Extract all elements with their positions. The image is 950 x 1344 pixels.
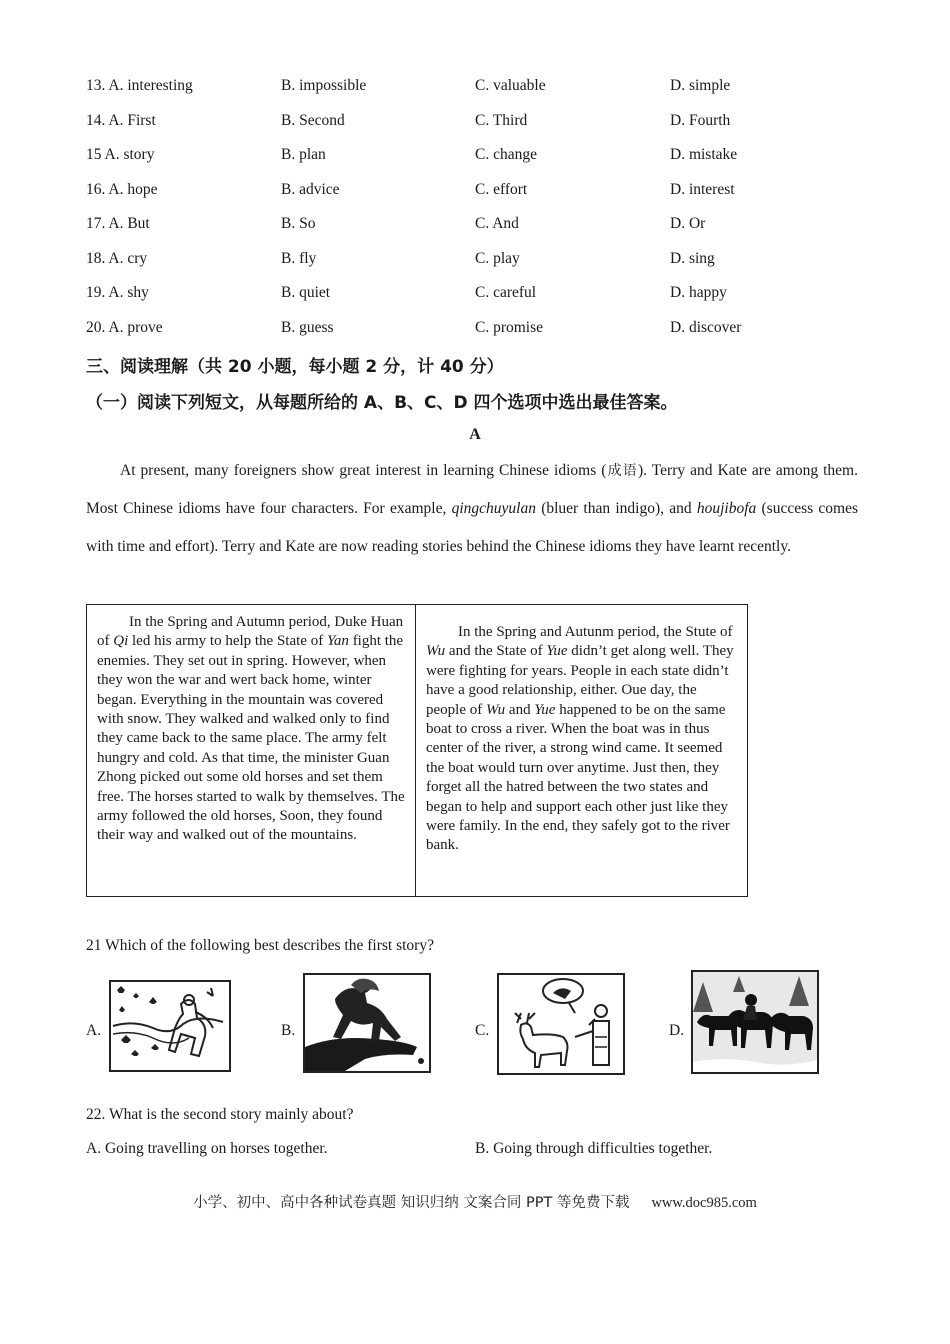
footer-url[interactable]: www.doc985.com bbox=[651, 1195, 757, 1211]
story-two-cell bbox=[416, 605, 747, 896]
option-row bbox=[86, 284, 866, 308]
story-name: Yue bbox=[534, 701, 556, 718]
story-name: Yan bbox=[326, 633, 349, 650]
subsection-title: （一）阅读下列短文，从每题所给的 A、B、C、D 四个选项中选出最佳答案。 bbox=[86, 393, 678, 413]
option-row bbox=[86, 319, 866, 343]
option-d: D. mistake bbox=[670, 146, 738, 163]
answer-option-b[interactable]: B. Going through difficulties together. bbox=[475, 1140, 713, 1157]
option-label: D. bbox=[669, 1022, 685, 1039]
footer bbox=[0, 1191, 950, 1212]
option-c: C. promise bbox=[475, 319, 544, 336]
option-row bbox=[86, 146, 866, 170]
option-d: D. Or bbox=[670, 215, 706, 232]
option-b: B. So bbox=[281, 215, 316, 232]
section-title: 三、阅读理解（共 20 小题，每小题 2 分，计 40 分） bbox=[86, 357, 504, 377]
option-d: D. discover bbox=[670, 319, 742, 336]
option-d: D. Fourth bbox=[670, 112, 731, 129]
footer-text: 小学、初中、高中各种试卷真题 知识归纳 文案合同 PPT 等免费下载 bbox=[193, 1195, 630, 1211]
story-name: Qi bbox=[113, 633, 129, 650]
option-c: C. change bbox=[475, 146, 537, 163]
picture-option-b[interactable] bbox=[281, 968, 441, 1078]
horse-rider-sketch-icon bbox=[109, 980, 231, 1072]
passage-letter: A bbox=[469, 426, 481, 443]
story-text: led his army to help the State of bbox=[128, 633, 327, 650]
story-name: Wu bbox=[485, 701, 506, 718]
story-text: happened to be on the same boat to cross a river. When the boat was in thus center of the river, a strong wind came. It seemed the boat would turn over anytime. Just then, they forget all the hatred between the two states and began to help and support each other just like they were family. In the end, they safely got to the river bank. bbox=[426, 701, 730, 854]
story-name: Yue bbox=[546, 643, 568, 660]
intro-text: (bluer than indigo), and bbox=[535, 500, 697, 518]
intro-chinese: 成语 bbox=[606, 463, 638, 479]
option-label: A. bbox=[86, 1022, 102, 1039]
option-b: B. guess bbox=[281, 319, 334, 336]
answer-option-a[interactable]: A. Going travelling on horses together. bbox=[86, 1140, 328, 1157]
option-c: C. valuable bbox=[475, 77, 546, 94]
option-b: B. quiet bbox=[281, 284, 331, 301]
option-a: 18. A. cry bbox=[86, 250, 148, 267]
option-b: B. advice bbox=[281, 181, 340, 198]
option-a: 17. A. But bbox=[86, 215, 150, 232]
option-a: 19. A. shy bbox=[86, 284, 149, 301]
intro-text: ). Terry and Kate are among them. Most Chinese idioms have four characters. For example, bbox=[86, 462, 858, 518]
option-a: 15 A. story bbox=[86, 146, 155, 163]
option-label: C. bbox=[475, 1022, 490, 1039]
story-text: and the State of bbox=[445, 643, 547, 660]
story-text: didn’t get along well. They were fighting for years. People in each state didn’t have a good relationship, either. Oue day, the people of bbox=[426, 643, 734, 718]
idiom-example: qingchuyulan bbox=[451, 500, 536, 518]
option-b: B. Second bbox=[281, 112, 345, 129]
option-b: B. fly bbox=[281, 250, 317, 267]
story-text: fight the enemies. They set out in spring. However, when they won the war and wert back home, winter began. Everything in the mountain was covered with snow. They walked and walked only to find they came back to the same place. The army felt hungry and cold. As that time, the minister Guan Zhong picked out some old horses and set them free. The horses started to walk by themselves. The army followed the old horses, Soon, they found their way and walked out of the mountains. bbox=[97, 633, 405, 844]
option-a: 20. A. prove bbox=[86, 319, 163, 336]
option-a: 13. A. interesting bbox=[86, 77, 193, 94]
option-d: D. happy bbox=[670, 284, 727, 301]
deer-and-man-icon bbox=[497, 973, 625, 1075]
option-row bbox=[86, 250, 866, 274]
picture-option-d[interactable] bbox=[669, 968, 829, 1078]
horse-on-rock-icon bbox=[303, 973, 431, 1073]
option-a: 16. A. hope bbox=[86, 181, 158, 198]
option-c: C. careful bbox=[475, 284, 537, 301]
picture-option-a[interactable] bbox=[86, 968, 236, 1078]
idiom-example: houjibofa bbox=[696, 500, 757, 518]
option-row bbox=[86, 112, 866, 136]
story-one-cell bbox=[87, 605, 416, 896]
intro-text: At present, many foreigners show great interest in learning Chinese idioms ( bbox=[120, 462, 607, 479]
horses-in-snow-icon bbox=[691, 970, 819, 1074]
option-row bbox=[86, 215, 866, 239]
option-label: B. bbox=[281, 1022, 296, 1039]
story-text: In the Spring and Autunm period, the Stute of bbox=[458, 624, 733, 640]
option-d: D. sing bbox=[670, 250, 715, 267]
question-22: 22. What is the second story mainly about? bbox=[86, 1106, 354, 1123]
story-text: In the Spring and Autumn period, Duke Huan of bbox=[97, 614, 404, 650]
option-row bbox=[86, 181, 866, 205]
option-a: 14. A. First bbox=[86, 112, 156, 129]
option-b: B. impossible bbox=[281, 77, 367, 94]
option-b: B. plan bbox=[281, 146, 326, 163]
story-table bbox=[86, 604, 748, 897]
story-text: and bbox=[505, 701, 535, 718]
option-c: C. And bbox=[475, 215, 519, 232]
intro-paragraph bbox=[86, 452, 858, 565]
story-name: Wu bbox=[426, 643, 446, 660]
option-c: C. play bbox=[475, 250, 520, 267]
picture-option-c[interactable] bbox=[475, 968, 635, 1078]
option-d: D. interest bbox=[670, 181, 735, 198]
question-21: 21 Which of the following best describes the first story? bbox=[86, 937, 434, 954]
option-c: C. effort bbox=[475, 181, 528, 198]
intro-text: (success comes with time and effort). Terry and Kate are now reading stories behind the Chinese idioms they have learnt recently. bbox=[86, 500, 858, 555]
option-d: D. simple bbox=[670, 77, 731, 94]
option-row bbox=[86, 77, 866, 101]
option-c: C. Third bbox=[475, 112, 528, 129]
